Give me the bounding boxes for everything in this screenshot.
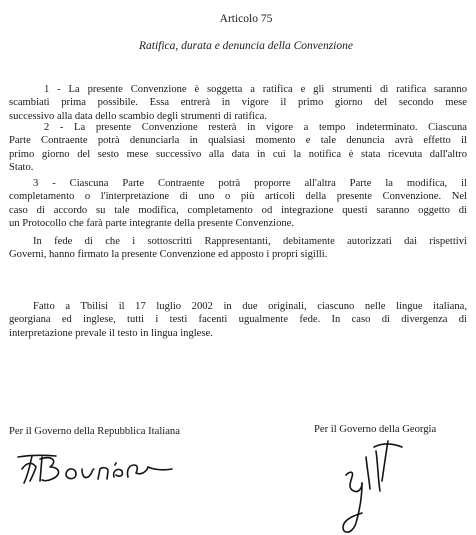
signature-label-italy: Per il Governo della Repubblica Italiana xyxy=(9,426,180,437)
text-line: 1 - La presente Convenzione è soggetta a ratifica e gli strumenti di ratifica saranno xyxy=(44,84,467,95)
paragraph-amendment xyxy=(9,177,467,230)
text-line: Governi, hanno firmato la presente Convenzione ed apposto i propri sigilli. xyxy=(9,249,328,261)
text-line: caso di accordo su tale modifica, completamento od integrazione questi saranno oggetto di xyxy=(9,204,467,216)
text-line: scambiati prima possibile. Essa entrerà in vigore il primo giorno del secondo mese xyxy=(9,97,467,109)
paragraph-done-at xyxy=(9,300,467,340)
signature-italy-image xyxy=(12,447,182,487)
text-line: 3 - Ciascuna Parte Contraente potrà proporre all'altra Parte la modifica, il xyxy=(33,178,467,189)
text-line: completamento o l'interpretazione di uno o più articoli della presente Convenzione. Nel xyxy=(9,191,467,203)
text-line: un Protocollo che farà parte integrante della presente Convenzione. xyxy=(9,217,295,229)
signature-georgia-image xyxy=(336,437,410,535)
paragraph-ratification xyxy=(9,83,467,123)
text-line: interpretazione prevale il testo in lingua inglese. xyxy=(9,327,213,339)
paragraph-in-witness xyxy=(9,235,467,262)
article-title: Articolo 75 xyxy=(219,13,273,25)
text-line: In fede di che i sottoscritti Rappresentanti, debitamente autorizzati dai rispettivi xyxy=(33,236,467,247)
text-line: Stato. xyxy=(9,161,34,173)
text-line: primo giorno del sesto mese successivo alla data in cui la notifica è stata ricevuta dall'altro xyxy=(9,148,467,160)
signature-label-georgia: Per il Governo della Georgia xyxy=(314,424,437,435)
text-line: Parte Contraente potrà denunciarla in qualsiasi momento e tale denuncia avrà effetto il xyxy=(9,135,467,147)
article-subtitle: Ratifica, durata e denuncia della Convenzione xyxy=(139,40,353,52)
text-line: Fatto a Tbilisi il 17 luglio 2002 in due originali, ciascuno nelle lingue italiana, xyxy=(33,301,467,312)
text-line: 2 - La presente Convenzione resterà in vigore a tempo indeterminato. Ciascuna xyxy=(44,122,467,133)
text-line: georgiana ed inglese, tutti i testi facenti ugualmente fede. In caso di divergenza di xyxy=(9,314,467,326)
text-line: successivo alla data dello scambio degli strumenti di ratifica. xyxy=(9,110,267,122)
paragraph-duration xyxy=(9,121,467,174)
